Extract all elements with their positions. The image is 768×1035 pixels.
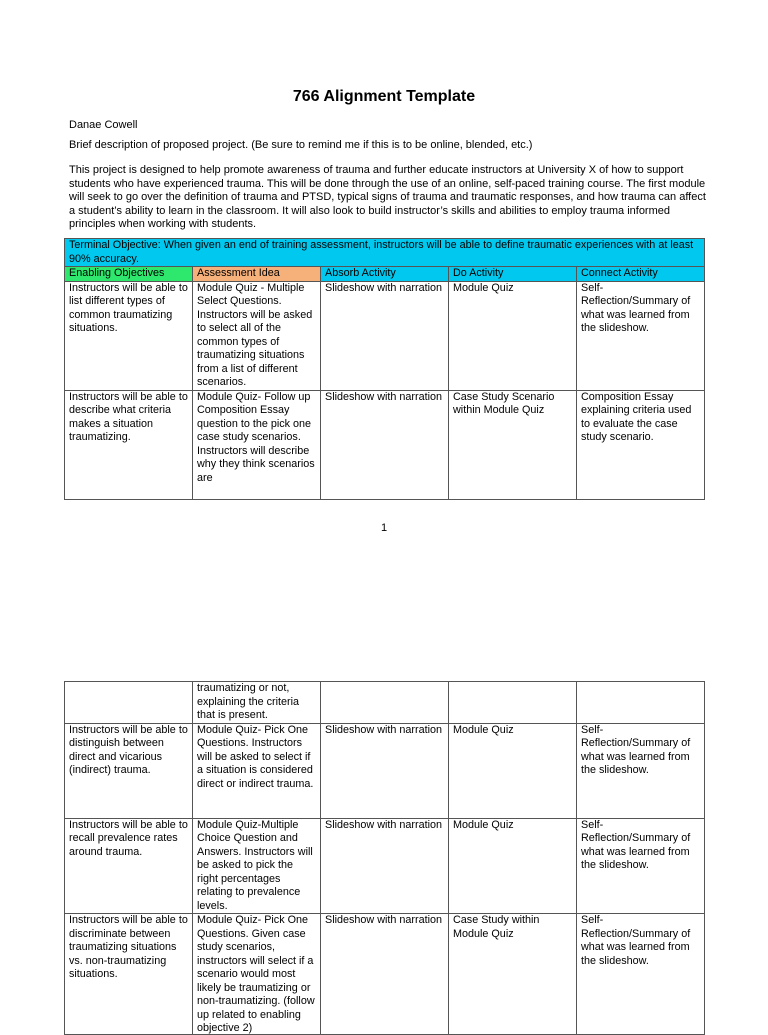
project-description: This project is designed to help promote awareness of trauma and further educate instructors at University X of how to support students who have experienced trauma. This will be done through the use of an online, self-paced training course. The first module will seek to go over the definition of trauma and PTSD, typical signs of trauma and traumatic responses, and how trauma can affect a student’s ability to learn in the classroom. It will also look to build instructor’s skills and abilities to employ trauma informed principles when working with students.	[69, 164, 706, 230]
connect-activity-cell: Composition Essay explaining criteria used to evaluate the case study scenario.	[577, 390, 705, 499]
header-assessment-idea: Assessment Idea	[193, 267, 321, 282]
table-row	[65, 682, 705, 724]
alignment-table	[64, 238, 705, 500]
page-number: 1	[380, 522, 388, 534]
connect-activity-cell: Self-Reflection/Summary of what was learned from the slideshow.	[577, 281, 705, 390]
assessment-idea-cell: Module Quiz-Multiple Choice Question and Answers. Instructors will be asked to pick the right percentages relating to prevalence levels.	[193, 818, 321, 914]
table-row	[65, 723, 705, 818]
document-title: 766 Alignment Template	[292, 88, 476, 105]
connect-activity-cell: Self-Reflection/Summary of what was learned from the slideshow.	[577, 818, 705, 914]
do-activity-cell: Module Quiz	[449, 281, 577, 390]
enabling-objective-cell	[65, 682, 193, 724]
do-activity-cell: Case Study Scenario within Module Quiz	[449, 390, 577, 499]
brief-description-prompt: Brief description of proposed project. (Be sure to remind me if this is to be online, blended, etc.)	[69, 139, 533, 151]
connect-activity-cell	[577, 682, 705, 724]
table-row	[65, 390, 705, 499]
header-do-activity: Do Activity	[449, 267, 577, 282]
header-absorb-activity: Absorb Activity	[321, 267, 449, 282]
enabling-objective-cell: Instructors will be able to discriminate between traumatizing situations vs. non-traumatizing situations.	[65, 914, 193, 1035]
absorb-activity-cell	[321, 682, 449, 724]
do-activity-cell: Case Study within Module Quiz	[449, 914, 577, 1035]
do-activity-cell	[449, 682, 577, 724]
terminal-objective: Terminal Objective: When given an end of training assessment, instructors will be able to define traumatic experiences with at least 90% accuracy.	[65, 239, 705, 267]
assessment-idea-cell: Module Quiz- Pick One Questions. Instructors will be asked to select if a situation is considered direct or indirect trauma.	[193, 723, 321, 818]
assessment-idea-cell	[193, 914, 321, 1035]
absorb-activity-cell: Slideshow with narration	[321, 281, 449, 390]
do-activity-cell: Module Quiz	[449, 723, 577, 818]
assessment-idea-cell: Module Quiz - Multiple Select Questions. Instructors will be asked to select all of the common types of traumatizing situations from a list of different scenarios.	[193, 281, 321, 390]
absorb-activity-cell: Slideshow with narration	[321, 390, 449, 499]
author-name: Danae Cowell	[69, 119, 138, 131]
enabling-objective-cell: Instructors will be able to recall prevalence rates around trauma.	[65, 818, 193, 914]
alignment-table-continued	[64, 681, 705, 1035]
assessment-idea-text: Module Quiz- Follow up Composition Essay question to the pick one case study scenarios. Instructors will describe why they think scenarios are	[197, 390, 315, 484]
connect-activity-cell: Self-Reflection/Summary of what was learned from the slideshow.	[577, 723, 705, 818]
assessment-idea-text: Module Quiz- Pick One Questions. Given case study scenarios, instructors will select if a scenario would most likely be traumatizing or non-traumatizing. (follow up related to enabling objective 2)	[197, 914, 315, 1034]
enabling-objective-cell: Instructors will be able to distinguish between direct and vicarious (indirect) trauma.	[65, 723, 193, 818]
table-row	[65, 914, 705, 1035]
assessment-idea-cell	[193, 390, 321, 499]
enabling-objective-cell: Instructors will be able to describe what criteria makes a situation traumatizing.	[65, 390, 193, 499]
enabling-objective-cell: Instructors will be able to list different types of common traumatizing situations.	[65, 281, 193, 390]
terminal-objective-row	[65, 239, 705, 267]
table-header-row	[65, 267, 705, 282]
absorb-activity-cell: Slideshow with narration	[321, 723, 449, 818]
header-enabling-objectives: Enabling Objectives	[65, 267, 193, 282]
absorb-activity-cell: Slideshow with narration	[321, 914, 449, 1035]
absorb-activity-cell: Slideshow with narration	[321, 818, 449, 914]
assessment-idea-cell: traumatizing or not, explaining the criteria that is present.	[193, 682, 321, 724]
table-row	[65, 818, 705, 914]
header-connect-activity: Connect Activity	[577, 267, 705, 282]
connect-activity-cell: Self-Reflection/Summary of what was learned from the slideshow.	[577, 914, 705, 1035]
table-row	[65, 281, 705, 390]
do-activity-cell: Module Quiz	[449, 818, 577, 914]
